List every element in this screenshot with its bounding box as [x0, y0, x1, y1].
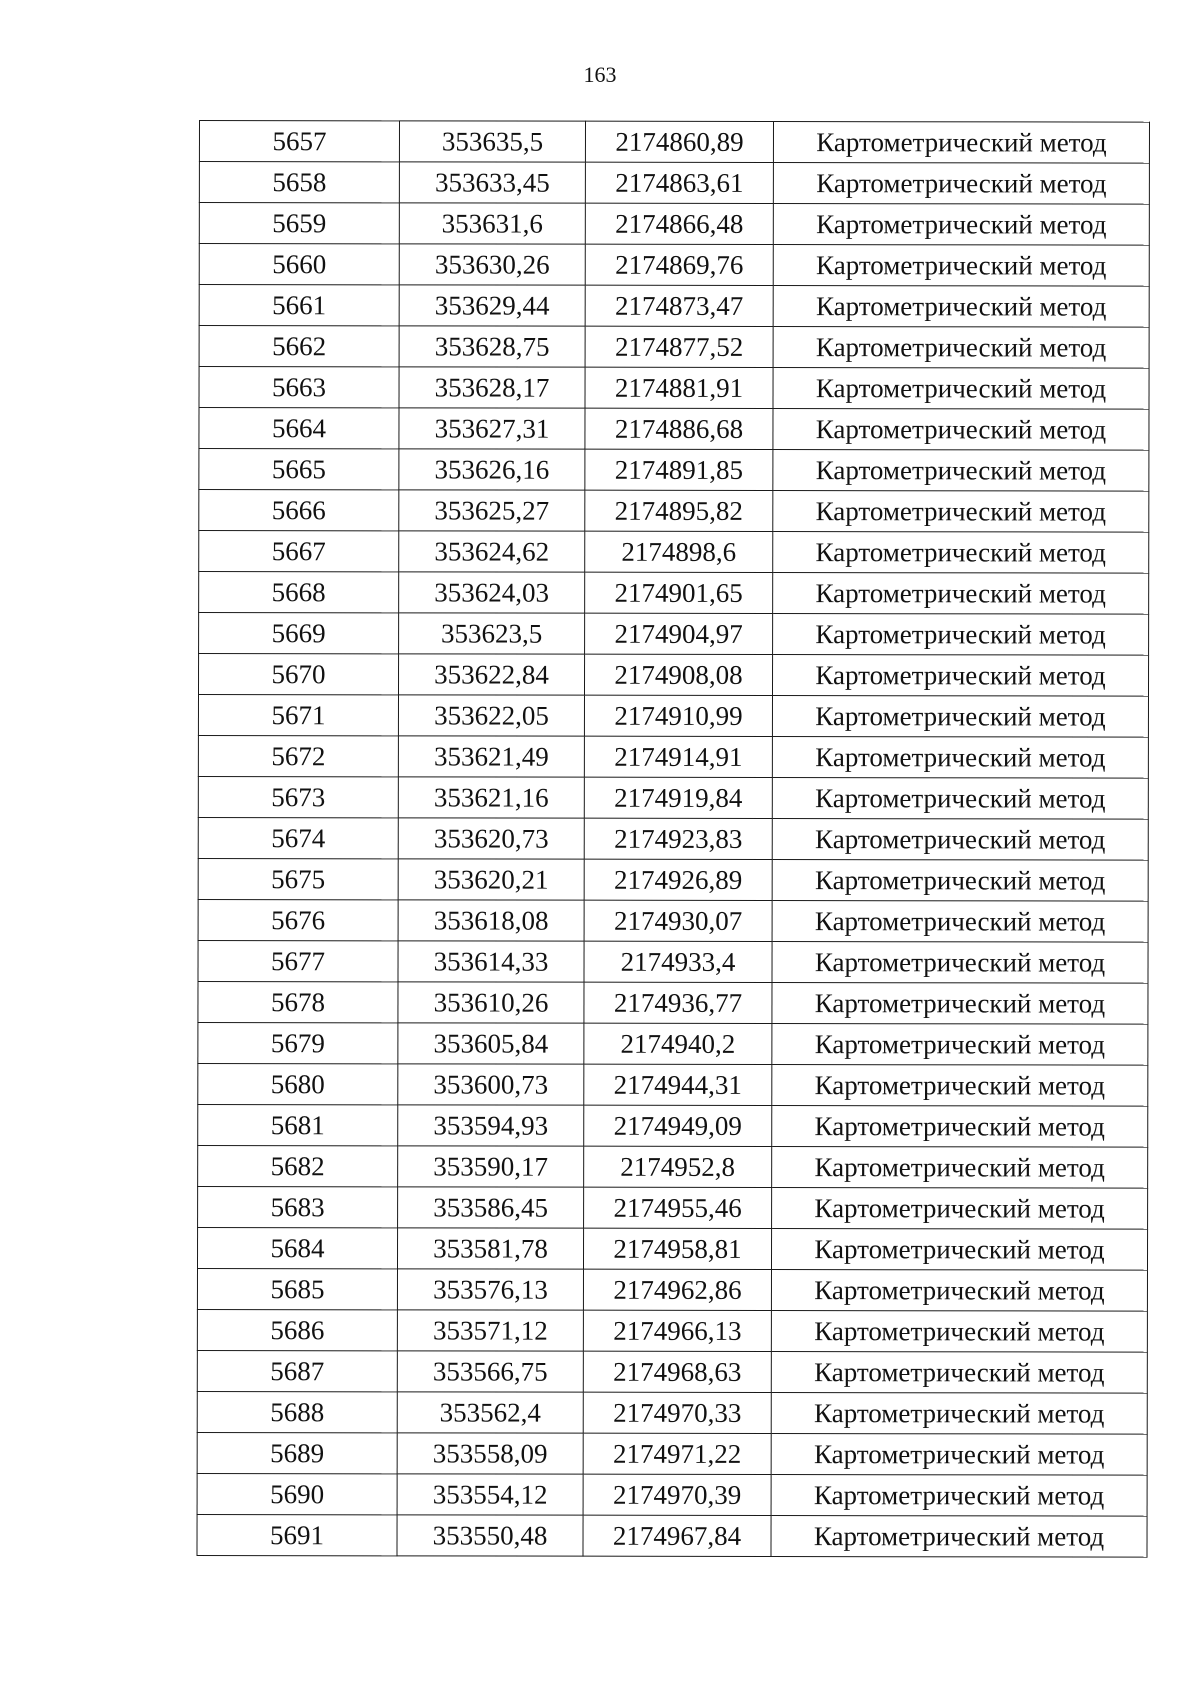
table-row — [198, 1022, 1148, 1065]
table-row — [199, 572, 1149, 615]
method-cell: Картометрический метод — [773, 122, 1149, 164]
table-row — [199, 408, 1149, 451]
table-row — [198, 858, 1148, 901]
y-coordinate-cell: 2174901,65 — [585, 572, 773, 613]
y-coordinate-cell: 2174860,89 — [585, 121, 773, 162]
y-coordinate-cell: 2174955,46 — [584, 1187, 772, 1228]
x-coordinate-cell: 353630,26 — [399, 244, 585, 285]
y-coordinate-cell: 2174914,91 — [584, 736, 772, 777]
point-number-cell: 5675 — [198, 858, 398, 899]
point-number-cell: 5667 — [199, 531, 399, 572]
point-number-cell: 5687 — [197, 1350, 397, 1391]
table-row — [197, 1268, 1147, 1311]
point-number-cell: 5688 — [197, 1391, 397, 1432]
y-coordinate-cell: 2174881,91 — [585, 367, 773, 408]
x-coordinate-cell: 353571,12 — [397, 1310, 583, 1351]
coordinates-table — [196, 120, 1150, 1558]
x-coordinate-cell: 353558,09 — [397, 1433, 583, 1474]
method-cell: Картометрический метод — [773, 163, 1149, 205]
method-cell: Картометрический метод — [772, 1024, 1148, 1066]
method-cell: Картометрический метод — [773, 286, 1149, 328]
y-coordinate-cell: 2174904,97 — [585, 613, 773, 654]
method-cell: Картометрический метод — [773, 491, 1149, 533]
y-coordinate-cell: 2174898,6 — [585, 531, 773, 572]
method-cell: Картометрический метод — [771, 1393, 1147, 1435]
table-row — [198, 735, 1148, 778]
method-cell: Картометрический метод — [772, 655, 1148, 697]
point-number-cell: 5681 — [198, 1104, 398, 1145]
y-coordinate-cell: 2174958,81 — [583, 1228, 771, 1269]
x-coordinate-cell: 353635,5 — [399, 121, 585, 162]
table-row — [199, 162, 1149, 205]
method-cell: Картометрический метод — [772, 1106, 1148, 1148]
x-coordinate-cell: 353631,6 — [399, 203, 585, 244]
y-coordinate-cell: 2174877,52 — [585, 326, 773, 367]
table-row — [199, 326, 1149, 369]
x-coordinate-cell: 353566,75 — [397, 1351, 583, 1392]
x-coordinate-cell: 353594,93 — [398, 1105, 584, 1146]
x-coordinate-cell: 353628,17 — [399, 367, 585, 408]
y-coordinate-cell: 2174908,08 — [584, 654, 772, 695]
table-row — [198, 654, 1148, 697]
method-cell: Картометрический метод — [771, 1475, 1147, 1517]
x-coordinate-cell: 353633,45 — [399, 162, 585, 203]
x-coordinate-cell: 353576,13 — [397, 1269, 583, 1310]
point-number-cell: 5680 — [198, 1063, 398, 1104]
x-coordinate-cell: 353581,78 — [397, 1228, 583, 1269]
table-row — [198, 776, 1148, 819]
point-number-cell: 5678 — [198, 981, 398, 1022]
method-cell: Картометрический метод — [772, 1188, 1148, 1230]
table-row — [198, 899, 1148, 942]
method-cell: Картометрический метод — [773, 327, 1149, 369]
point-number-cell: 5684 — [197, 1227, 397, 1268]
table-row — [199, 490, 1149, 533]
table-row — [199, 203, 1149, 246]
method-cell: Картометрический метод — [773, 368, 1149, 410]
method-cell: Картометрический метод — [773, 450, 1149, 492]
point-number-cell: 5686 — [197, 1309, 397, 1350]
x-coordinate-cell: 353620,21 — [398, 859, 584, 900]
point-number-cell: 5665 — [199, 449, 399, 490]
method-cell: Картометрический метод — [772, 696, 1148, 738]
method-cell: Картометрический метод — [773, 204, 1149, 246]
method-cell: Картометрический метод — [773, 573, 1149, 615]
table-row — [198, 1104, 1148, 1147]
table-row — [198, 981, 1148, 1024]
method-cell: Картометрический метод — [771, 1270, 1147, 1312]
method-cell: Картометрический метод — [772, 778, 1148, 820]
x-coordinate-cell: 353624,03 — [399, 572, 585, 613]
x-coordinate-cell: 353625,27 — [399, 490, 585, 531]
x-coordinate-cell: 353554,12 — [397, 1474, 583, 1515]
method-cell: Картометрический метод — [772, 942, 1148, 984]
coordinates-table-body — [197, 121, 1150, 1558]
method-cell: Картометрический метод — [771, 1516, 1147, 1558]
table-row — [199, 244, 1149, 287]
point-number-cell: 5685 — [197, 1268, 397, 1309]
y-coordinate-cell: 2174966,13 — [583, 1310, 771, 1351]
method-cell: Картометрический метод — [773, 409, 1149, 451]
x-coordinate-cell: 353600,73 — [398, 1064, 584, 1105]
table-row — [197, 1391, 1147, 1434]
method-cell: Картометрический метод — [771, 1311, 1147, 1353]
x-coordinate-cell: 353629,44 — [399, 285, 585, 326]
y-coordinate-cell: 2174891,85 — [585, 449, 773, 490]
method-cell: Картометрический метод — [772, 737, 1148, 779]
table-row — [198, 695, 1148, 738]
point-number-cell: 5674 — [198, 817, 398, 858]
table-row — [197, 1309, 1147, 1352]
table-row — [198, 817, 1148, 860]
point-number-cell: 5659 — [199, 203, 399, 244]
method-cell: Картометрический метод — [772, 1065, 1148, 1107]
table-row — [198, 940, 1148, 983]
table-row — [198, 1063, 1148, 1106]
method-cell: Картометрический метод — [772, 819, 1148, 861]
y-coordinate-cell: 2174923,83 — [584, 818, 772, 859]
y-coordinate-cell: 2174940,2 — [584, 1023, 772, 1064]
x-coordinate-cell: 353621,16 — [398, 777, 584, 818]
table-row — [199, 367, 1149, 410]
y-coordinate-cell: 2174869,76 — [585, 244, 773, 285]
x-coordinate-cell: 353550,48 — [397, 1515, 583, 1556]
y-coordinate-cell: 2174944,31 — [584, 1064, 772, 1105]
table-row — [197, 1473, 1147, 1516]
y-coordinate-cell: 2174933,4 — [584, 941, 772, 982]
y-coordinate-cell: 2174970,39 — [583, 1474, 771, 1515]
method-cell: Картометрический метод — [772, 1147, 1148, 1189]
table-row — [199, 121, 1149, 164]
y-coordinate-cell: 2174866,48 — [585, 203, 773, 244]
table-row — [197, 1514, 1147, 1557]
table-row — [197, 1350, 1147, 1393]
point-number-cell: 5668 — [199, 572, 399, 613]
method-cell: Картометрический метод — [773, 614, 1149, 656]
x-coordinate-cell: 353624,62 — [399, 531, 585, 572]
y-coordinate-cell: 2174910,99 — [584, 695, 772, 736]
method-cell: Картометрический метод — [773, 245, 1149, 287]
y-coordinate-cell: 2174952,8 — [584, 1146, 772, 1187]
point-number-cell: 5673 — [198, 776, 398, 817]
y-coordinate-cell: 2174863,61 — [585, 162, 773, 203]
point-number-cell: 5663 — [199, 367, 399, 408]
method-cell: Картометрический метод — [771, 1352, 1147, 1394]
table-row — [199, 531, 1149, 574]
point-number-cell: 5677 — [198, 940, 398, 981]
method-cell: Картометрический метод — [773, 532, 1149, 574]
x-coordinate-cell: 353620,73 — [398, 818, 584, 859]
method-cell: Картометрический метод — [771, 1229, 1147, 1271]
y-coordinate-cell: 2174930,07 — [584, 900, 772, 941]
x-coordinate-cell: 353622,84 — [398, 654, 584, 695]
x-coordinate-cell: 353562,4 — [397, 1392, 583, 1433]
y-coordinate-cell: 2174886,68 — [585, 408, 773, 449]
point-number-cell: 5661 — [199, 285, 399, 326]
y-coordinate-cell: 2174971,22 — [583, 1433, 771, 1474]
method-cell: Картометрический метод — [772, 860, 1148, 902]
y-coordinate-cell: 2174970,33 — [583, 1392, 771, 1433]
point-number-cell: 5671 — [198, 695, 398, 736]
point-number-cell: 5666 — [199, 490, 399, 531]
x-coordinate-cell: 353622,05 — [398, 695, 584, 736]
method-cell: Картометрический метод — [772, 983, 1148, 1025]
point-number-cell: 5676 — [198, 899, 398, 940]
table-row — [197, 1227, 1147, 1270]
point-number-cell: 5662 — [199, 326, 399, 367]
x-coordinate-cell: 353614,33 — [398, 941, 584, 982]
x-coordinate-cell: 353618,08 — [398, 900, 584, 941]
page-number: 163 — [583, 62, 617, 87]
y-coordinate-cell: 2174949,09 — [584, 1105, 772, 1146]
x-coordinate-cell: 353605,84 — [398, 1023, 584, 1064]
point-number-cell: 5691 — [197, 1514, 397, 1555]
y-coordinate-cell: 2174926,89 — [584, 859, 772, 900]
point-number-cell: 5660 — [199, 244, 399, 285]
table-row — [197, 1432, 1147, 1475]
point-number-cell: 5690 — [197, 1473, 397, 1514]
point-number-cell: 5682 — [198, 1145, 398, 1186]
y-coordinate-cell: 2174936,77 — [584, 982, 772, 1023]
point-number-cell: 5669 — [199, 613, 399, 654]
method-cell: Картометрический метод — [772, 901, 1148, 943]
method-cell: Картометрический метод — [771, 1434, 1147, 1476]
y-coordinate-cell: 2174919,84 — [584, 777, 772, 818]
point-number-cell: 5672 — [198, 735, 398, 776]
x-coordinate-cell: 353590,17 — [398, 1146, 584, 1187]
table-row — [198, 1186, 1148, 1229]
y-coordinate-cell: 2174962,86 — [583, 1269, 771, 1310]
x-coordinate-cell: 353586,45 — [398, 1187, 584, 1228]
y-coordinate-cell: 2174873,47 — [585, 285, 773, 326]
table-row — [199, 285, 1149, 328]
point-number-cell: 5679 — [198, 1022, 398, 1063]
point-number-cell: 5658 — [199, 162, 399, 203]
x-coordinate-cell: 353628,75 — [399, 326, 585, 367]
y-coordinate-cell: 2174895,82 — [585, 490, 773, 531]
point-number-cell: 5689 — [197, 1432, 397, 1473]
y-coordinate-cell: 2174967,84 — [583, 1515, 771, 1556]
point-number-cell: 5683 — [198, 1186, 398, 1227]
table-row — [199, 613, 1149, 656]
x-coordinate-cell: 353623,5 — [399, 613, 585, 654]
x-coordinate-cell: 353610,26 — [398, 982, 584, 1023]
x-coordinate-cell: 353621,49 — [398, 736, 584, 777]
table-row — [199, 449, 1149, 492]
x-coordinate-cell: 353627,31 — [399, 408, 585, 449]
point-number-cell: 5664 — [199, 408, 399, 449]
point-number-cell: 5657 — [199, 121, 399, 162]
x-coordinate-cell: 353626,16 — [399, 449, 585, 490]
table-row — [198, 1145, 1148, 1188]
y-coordinate-cell: 2174968,63 — [583, 1351, 771, 1392]
point-number-cell: 5670 — [198, 654, 398, 695]
